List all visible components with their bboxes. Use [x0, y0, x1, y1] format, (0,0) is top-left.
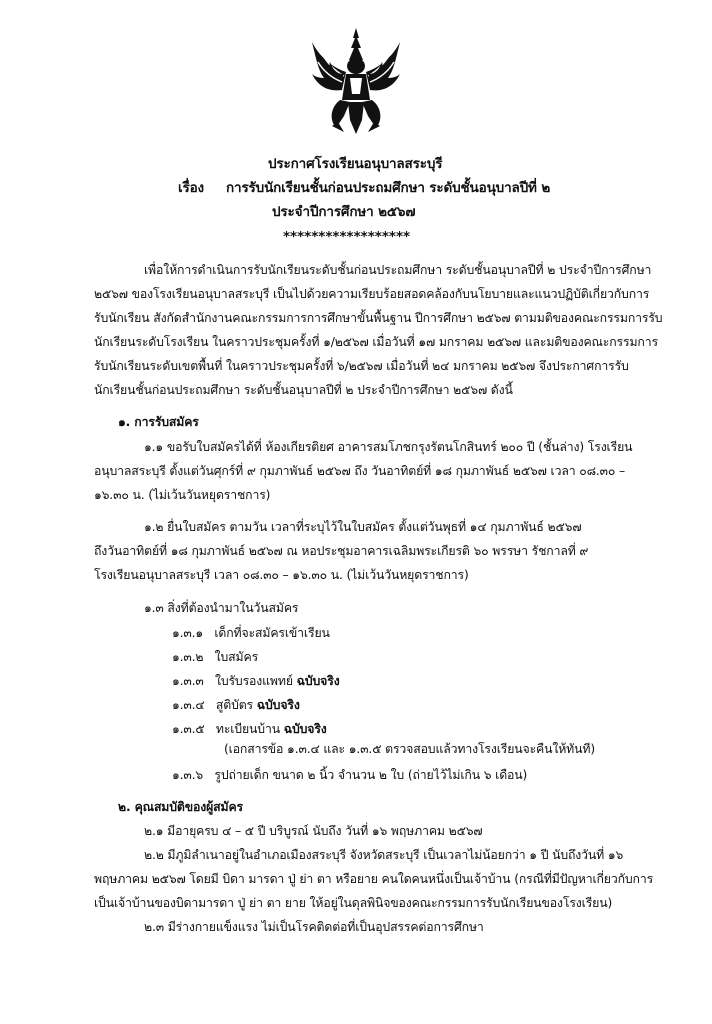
required-item-number: ๑.๓.๔ — [172, 698, 205, 712]
section-1-heading: ๑. การรับสมัคร — [118, 415, 199, 429]
subject-text: การรับนักเรียนชั้นก่อนประถมศึกษา ระดับชั้นอนุบาลปีที่ ๒ — [226, 180, 551, 196]
intro-line: นักเรียนระดับโรงเรียน ในคราวประชุมครั้งที่ ๑/๒๕๖๗ เมื่อวันที่ ๑๗ มกราคม ๒๕๖๗ และมติของคณะกรรมการ — [94, 335, 658, 349]
intro-line: ๒๕๖๗ ของโรงเรียนอนุบาลสระบุรี เป็นไปด้วยความเรียบร้อยสอดคล้องกับนโยบายและแนวปฏิบัติเกี่ยวกับการ — [94, 287, 650, 301]
section-2-heading: ๒. คุณสมบัติของผู้สมัคร — [118, 800, 243, 814]
clause-2-2-line: พฤษภาคม ๒๕๖๗ โดยมี บิดา มารดา ปู่ ย่า ตา หรือยาย คนใดคนหนึ่งเป็นเจ้าบ้าน (กรณีที่มีปัญหาเกี่ยวกับการ — [94, 872, 654, 886]
required-item-emphasis: ฉบับจริง — [296, 674, 340, 688]
clause-1-3-heading: ๑.๓ สิ่งที่ต้องนำมาในวันสมัคร — [144, 601, 299, 615]
intro-line: เพื่อให้การดำเนินการรับนักเรียนระดับชั้นก่อนประถมศึกษา ระดับชั้นอนุบาลปีที่ ๒ ประจำปีการศึกษา — [144, 263, 652, 277]
documents-note: (เอกสารข้อ ๑.๓.๔ และ ๑.๓.๕ ตรวจสอบแล้วทางโรงเรียนจะคืนให้ทันที) — [224, 742, 595, 756]
required-item — [172, 626, 330, 641]
intro-line: รับนักเรียน สังกัดสำนักงานคณะกรรมการการศึกษาขั้นพื้นฐาน ปีการศึกษา ๒๕๖๗ ตามมติของคณะกรรมการรับ — [94, 311, 663, 325]
required-item-text: เด็กที่จะสมัครเข้าเรียน — [214, 626, 330, 640]
announcement-title: ประกาศโรงเรียนอนุบาลสระบุรี — [268, 156, 443, 172]
required-item-text: ใบสมัคร — [214, 650, 259, 664]
required-item-number: ๑.๓.๓ — [172, 674, 204, 688]
clause-1-1-line: ๑.๑ ขอรับใบสมัครได้ที่ ห้องเกียรติยศ อาคารสมโภชกรุงรัตนโกสินทร์ ๒๐๐ ปี (ชั้นล่าง) โรงเรียน — [144, 440, 633, 454]
clause-2-3: ๒.๓ มีร่างกายแข็งแรง ไม่เป็นโรคติดต่อที่เป็นอุปสรรคต่อการศึกษา — [144, 920, 484, 934]
required-item-number: ๑.๓.๑ — [172, 626, 204, 640]
clause-1-1-line: ๑๖.๓๐ น. (ไม่เว้นวันหยุดราชการ) — [94, 488, 271, 502]
required-item-text: รูปถ่ายเด็ก ขนาด ๒ นิ้ว จำนวน ๒ ใบ (ถ่ายไว้ไม่เกิน ๖ เดือน) — [214, 768, 528, 782]
clause-1-2-line: โรงเรียนอนุบาลสระบุรี เวลา ๐๘.๓๐ – ๑๖.๓๐ น. (ไม่เว้นวันหยุดราชการ) — [94, 568, 469, 582]
required-item-number: ๑.๓.๒ — [172, 650, 204, 664]
clause-1-2-line: ๑.๒ ยื่นใบสมัคร ตามวัน เวลาที่ระบุไว้ในใบสมัคร ตั้งแต่วันพุธที่ ๑๔ กุมภาพันธ์ ๒๕๖๗ — [144, 520, 582, 534]
required-item — [172, 674, 340, 689]
required-item — [172, 722, 327, 737]
academic-year-line: ประจำปีการศึกษา ๒๕๖๗ — [272, 204, 416, 220]
garuda-emblem-icon — [310, 28, 402, 134]
required-item-text: สูติบัตร — [215, 698, 257, 712]
subject-label: เรื่อง — [178, 180, 204, 196]
required-item — [172, 698, 300, 713]
required-item — [172, 650, 258, 665]
star-separator: ****************** — [283, 229, 411, 245]
required-item — [172, 768, 527, 783]
required-item-emphasis: ฉบับจริง — [283, 722, 327, 736]
intro-line: นักเรียนชั้นก่อนประถมศึกษา ระดับชั้นอนุบาลปีที่ ๒ ประจำปีการศึกษา ๒๕๖๗ ดังนี้ — [94, 383, 513, 397]
clause-1-1-line: อนุบาลสระบุรี ตั้งแต่วันศุกร์ที่ ๙ กุมภาพันธ์ ๒๕๖๗ ถึง วันอาทิตย์ที่ ๑๘ กุมภาพันธ์ ๒๕๖๗ เวลา ๐๘.๓๐ – — [94, 464, 626, 478]
required-item-text: ใบรับรองแพทย์ — [214, 674, 297, 688]
required-item-number: ๑.๓.๖ — [172, 768, 204, 782]
clause-1-2-line: ถึงวันอาทิตย์ที่ ๑๘ กุมภาพันธ์ ๒๕๖๗ ณ หอประชุมอาคารเฉลิมพระเกียรติ ๖๐ พรรษา รัชกาลที่ ๙ — [94, 544, 589, 558]
required-item-emphasis: ฉบับจริง — [256, 698, 300, 712]
clause-2-2-line: ๒.๒ มีภูมิลำเนาอยู่ในอำเภอเมืองสระบุรี จังหวัดสระบุรี เป็นเวลาไม่น้อยกว่า ๑ ปี นับถึงวันที่ ๑๖ — [144, 848, 624, 862]
clause-2-1: ๒.๑ มีอายุครบ ๔ – ๕ ปี บริบูรณ์ นับถึง วันที่ ๑๖ พฤษภาคม ๒๕๖๗ — [144, 824, 483, 838]
required-item-number: ๑.๓.๕ — [172, 722, 205, 736]
clause-2-2-line: เป็นเจ้าบ้านของบิดามารดา ปู่ ย่า ตา ยาย ให้อยู่ในดุลพินิจของคณะกรรมการรับนักเรียนของโรงเรียน) — [94, 896, 613, 910]
intro-line: รับนักเรียนระดับเขตพื้นที่ ในคราวประชุมครั้งที่ ๖/๒๕๖๗ เมื่อวันที่ ๒๔ มกราคม ๒๕๖๗ จึงประกาศการรับ — [94, 359, 629, 373]
required-item-text: ทะเบียนบ้าน — [215, 722, 284, 736]
